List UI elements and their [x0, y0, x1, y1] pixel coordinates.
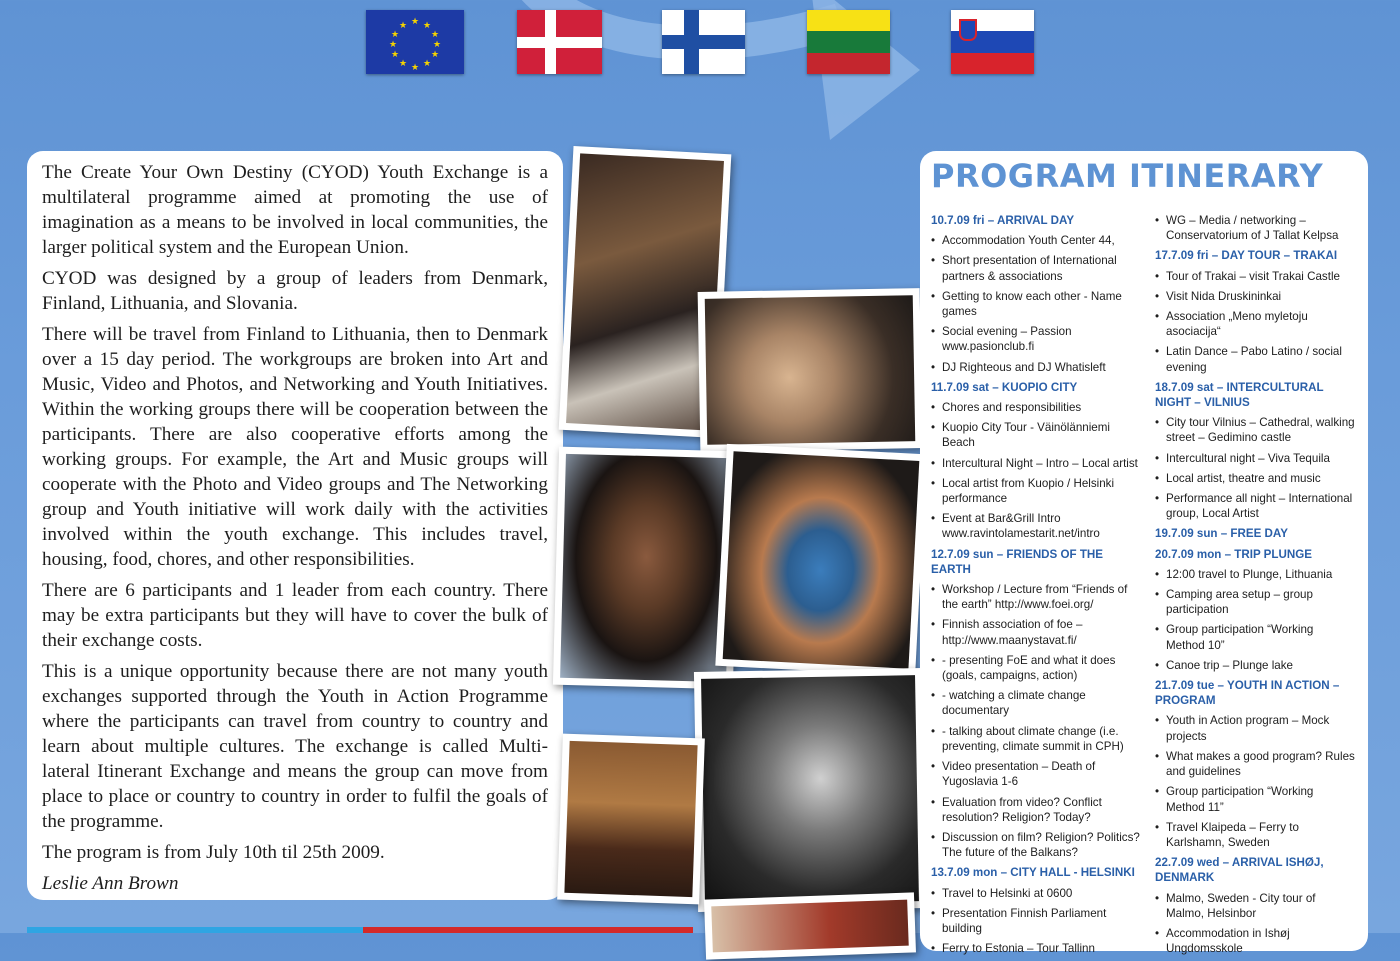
svg-text:★: ★ — [422, 21, 432, 31]
itinerary-item: • Malmo, Sweden - City tour of Malmo, Helsinbor — [1155, 891, 1355, 921]
itinerary-day-heading: 13.7.09 mon – CITY HALL - HELSINKI — [931, 866, 1135, 880]
photo-two-girls — [698, 288, 923, 452]
intro-paragraph-4: There are 6 participants and 1 leader from each country. There may be extra participants but they will have to cover the bulk of their exchange costs. — [42, 580, 548, 651]
itinerary-day-heading: 20.7.09 mon – TRIP PLUNGE — [1155, 547, 1312, 561]
svg-text:★: ★ — [432, 40, 442, 50]
itinerary-item: • Accommodation Youth Center 44, — [931, 233, 1143, 248]
itinerary-item: • Camping area setup – group participation — [1155, 587, 1355, 617]
bottom-bar-red — [363, 927, 693, 933]
svg-text:★: ★ — [398, 21, 408, 31]
svg-text:★: ★ — [388, 40, 398, 50]
itinerary-item: • Evaluation from video? Conflict resolution? Religion? Today? — [931, 795, 1143, 825]
photo-partial-bottom — [704, 892, 916, 959]
svg-text:★: ★ — [398, 59, 408, 69]
signature: Leslie Ann Brown — [42, 873, 179, 894]
itinerary-item: • Latin Dance – Pabo Latino / social evening — [1155, 344, 1355, 374]
itinerary-item: • Youth in Action program – Mock projects — [1155, 713, 1355, 743]
itinerary-item: • Ferry to Estonia – Tour Tallinn — [931, 941, 1143, 956]
itinerary-item: • Kuopio City Tour - Väinölänniemi Beach — [931, 420, 1143, 450]
denmark-flag-icon — [517, 10, 602, 74]
itinerary-item: • - watching a climate change documentary — [931, 688, 1143, 718]
intro-paragraph-3: There will be travel from Finland to Lithuania, then to Denmark over a 15 day period. The workgroups are broken into Art and Music, Video and Photos, and Networking and Youth Initiatives. Within the working groups there will be cooperation between the participants. There are also cooperative efforts among the working groups. For example, the Art and Music groups will cooperate with the Photo and Video groups and The Networking group and Youth initiative will work daily with the activities involved within the youth exchange. This includes travel, housing, food, chores, and other responsibilities. — [42, 324, 548, 570]
itinerary-item: • Short presentation of International partners & associations — [931, 253, 1143, 283]
itinerary-item: • Workshop / Lecture from “Friends of the earth” http://www.foei.org/ — [931, 582, 1143, 612]
intro-text-panel — [27, 151, 563, 900]
itinerary-item: • Visit Nida Druskininkai — [1155, 289, 1355, 304]
itinerary-item: • Presentation Finnish Parliament building — [931, 906, 1143, 936]
itinerary-item: • Tour of Trakai – visit Trakai Castle — [1155, 269, 1355, 284]
itinerary-item: • 12:00 travel to Plunge, Lithuania — [1155, 567, 1355, 582]
svg-text:★: ★ — [430, 30, 440, 40]
itinerary-item: • - talking about climate change (i.e. preventing, climate summit in CPH) — [931, 724, 1143, 754]
photo-boy-football — [715, 444, 926, 676]
itinerary-day-heading: 12.7.09 sun – FRIENDS OF THE EARTH — [931, 547, 1104, 576]
itinerary-item: • Accommodation in Ishøj Ungdomsskole — [1155, 926, 1355, 956]
slovenia-flag-icon — [951, 10, 1034, 74]
svg-text:★: ★ — [430, 50, 440, 60]
itinerary-item: • Group participation “Working Method 10” — [1155, 622, 1355, 652]
svg-text:★: ★ — [422, 59, 432, 69]
itinerary-item: • Travel Klaipeda – Ferry to Karlshamn, Sweden — [1155, 820, 1355, 850]
itinerary-column-2 — [1155, 213, 1355, 961]
itinerary-item: • Getting to know each other - Name games — [931, 289, 1143, 319]
bottom-bar-blue — [27, 927, 363, 933]
itinerary-day-heading: 10.7.09 fri – ARRIVAL DAY — [931, 214, 1075, 227]
itinerary-day-heading: 22.7.09 wed – ARRIVAL ISHØJ, DENMARK — [1155, 856, 1324, 885]
itinerary-item: • Group participation “Working Method 11” — [1155, 784, 1355, 814]
itinerary-item: • DJ Righteous and DJ Whatisleft — [931, 360, 1143, 375]
intro-paragraph-6: The program is from July 10th til 25th 2009. — [42, 842, 385, 863]
itinerary-item: • - presenting FoE and what it does (goals, campaigns, action) — [931, 653, 1143, 683]
itinerary-item: • Association „Meno myletoju asociacija“ — [1155, 309, 1355, 339]
itinerary-item: • Travel to Helsinki at 0600 — [931, 886, 1143, 901]
itinerary-item: • Intercultural Night – Intro – Local artist — [931, 456, 1143, 471]
itinerary-item: • Finnish association of foe – http://www.maanystavat.fi/ — [931, 617, 1143, 647]
itinerary-item: • Local artist from Kuopio / Helsinki performance — [931, 476, 1143, 506]
itinerary-item: • Discussion on film? Religion? Politics? The future of the Balkans? — [931, 830, 1143, 860]
intro-paragraph-5: This is a unique opportunity because there are not many youth exchanges supported through the Youth in Action Programme where the participants can travel from country to country and learn about multiple cultures. The exchange is called Multi-lateral Itinerant Exchange and means the group can move from place to place or country to country in order to fulfil the goals of the programme. — [42, 661, 548, 832]
itinerary-item: • Video presentation – Death of Yugoslavia 1-6 — [931, 759, 1143, 789]
intro-paragraph-1: The Create Your Own Destiny (CYOD) Youth Exchange is a multilateral programme aimed at promoting the use of imagination as a means to be involved in local communities, the larger political system and the European Union. — [42, 162, 548, 258]
itinerary-day-heading: 21.7.09 tue – YOUTH IN ACTION – PROGRAM — [1155, 679, 1340, 708]
itinerary-item: • WG – Media / networking – Conservatorium of J Tallat Kelpsa — [1155, 213, 1355, 243]
itinerary-item: • Chores and responsibilities — [931, 400, 1143, 415]
itinerary-day-heading: 18.7.09 sat – INTERCULTURAL NIGHT – VILNIUS — [1155, 380, 1324, 410]
itinerary-title: PROGRAM ITINERARY — [931, 157, 1324, 195]
finland-flag-icon — [662, 10, 745, 74]
intro-paragraph-2: CYOD was designed by a group of leaders from Denmark, Finland, Lithuania, and Slovania. — [42, 268, 548, 314]
svg-text:★: ★ — [390, 50, 400, 60]
itinerary-item: • Local artist, theatre and music — [1155, 471, 1355, 486]
eu-flag-icon — [366, 10, 464, 74]
lithuania-flag-icon — [807, 10, 890, 74]
photo-band-practice — [557, 734, 705, 905]
itinerary-item: • Social evening – Passion www.pasionclub.fi — [931, 324, 1143, 354]
itinerary-day-heading: 17.7.09 fri – DAY TOUR – TRAKAI — [1155, 249, 1338, 263]
svg-text:★: ★ — [390, 30, 400, 40]
itinerary-day-heading: 19.7.09 sun – FREE DAY — [1155, 527, 1288, 541]
photo-rapper — [694, 668, 926, 912]
itinerary-item: • Intercultural night – Viva Tequila — [1155, 451, 1355, 466]
itinerary-panel — [920, 151, 1368, 956]
svg-text:★: ★ — [410, 17, 420, 27]
itinerary-item: • City tour Vilnius – Cathedral, walking street – Gedimino castle — [1155, 415, 1355, 445]
itinerary-item: • Canoe trip – Plunge lake — [1155, 658, 1355, 673]
svg-text:★: ★ — [410, 63, 420, 73]
itinerary-day-heading: 11.7.09 sat – KUOPIO CITY — [931, 380, 1078, 394]
itinerary-item: • Event at Bar&Grill Intro www.ravintolamestarit.net/intro — [931, 511, 1143, 541]
itinerary-item: • What makes a good program? Rules and guidelines — [1155, 749, 1355, 779]
itinerary-item: • Performance all night – International group, Local Artist — [1155, 491, 1355, 521]
itinerary-column-1 — [931, 213, 1143, 961]
photo-portrait-woman — [553, 447, 739, 690]
